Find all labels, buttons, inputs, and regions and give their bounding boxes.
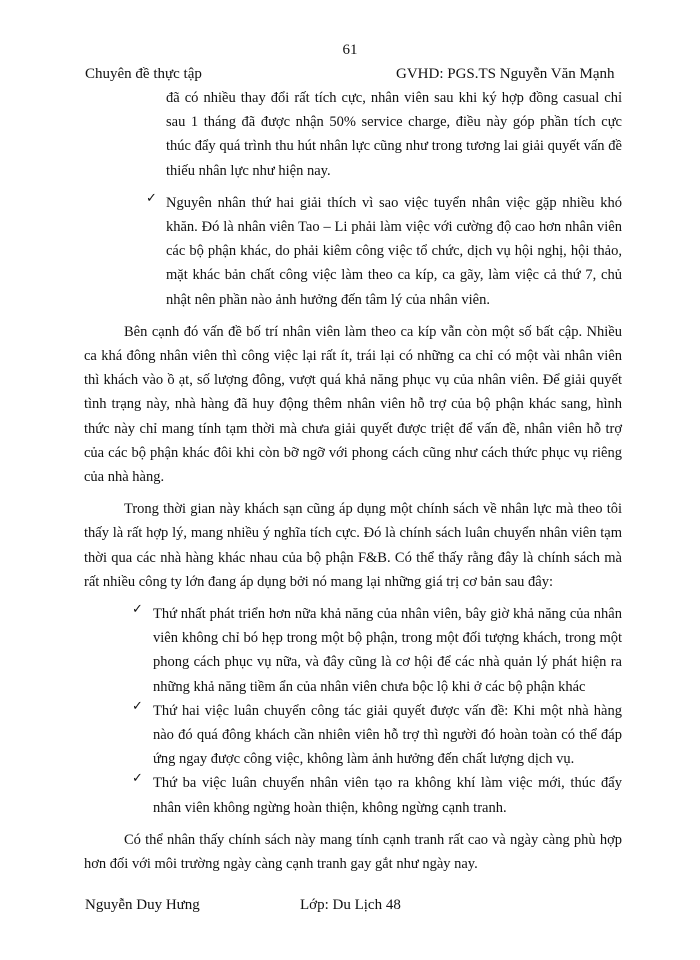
checkmark-icon: ✓ — [132, 602, 143, 618]
list-item-text: Nguyên nhân thứ hai giải thích vì sao việc tuyển nhân việc gặp nhiều khó khăn. Đó là nhân viên Tao – Li phải làm việc với cường độ cao hơn nhân viên các bộ phận khác, do phải kiêm công việc tổ chức, dịch vụ hội nghị, hội thảo, mặt khác bản chất công việc làm theo ca kíp, ca gãy, làm việc cả thứ 7, chủ nhật nên phần nào ảnh hưởng đến tâm lý của nhân viên. — [166, 194, 622, 308]
list-item — [110, 771, 622, 819]
document-body — [84, 86, 622, 876]
paragraph-rotation-policy: Trong thời gian này khách sạn cũng áp dụng một chính sách về nhân lực mà theo tôi thấy là rất hợp lý, mang nhiều ý nghĩa tích cực. Đó là chính sách luân chuyển nhân viên tạm thời qua các nhà hàng khác nhau của bộ phận F&B. Có thể thấy rằng đây là chính sách mà rất nhiều công ty lớn đang áp dụng bởi nó mang lại những giá trị cơ bản sau đây: — [84, 501, 622, 590]
checkmark-icon: ✓ — [132, 771, 143, 787]
page-number: 61 — [342, 42, 358, 58]
header-supervisor: GVHD: PGS.TS Nguyễn Văn Mạnh — [396, 66, 615, 82]
list-item — [110, 699, 622, 772]
paragraph-conclusion: Có thể nhân thấy chính sách này mang tính cạnh tranh rất cao và ngày càng phù hợp hơn đối với môi trường ngày càng cạnh tranh gay gắt như ngày nay. — [84, 831, 622, 873]
list-item-text: Thứ nhất phát triển hơn nữa khả năng của nhân viên, bây giờ khả năng của nhân viên không chỉ bó hẹp trong một bộ phận, trong một đối tượng khách, trong một phong cách phục vụ nữa, và đây cũng là cơ hội để các nhà quản lý phát hiện ra những khả năng tiềm ẩn của nhân viên chưa bộc lộ khi ở các bộ phận khác — [153, 606, 622, 695]
list-item — [110, 191, 622, 312]
checkmark-icon: ✓ — [132, 698, 143, 714]
paragraph-shift-arrangement: Bên cạnh đó vấn đề bố trí nhân viên làm theo ca kíp vẫn còn một số bất cập. Nhiều ca khá đông nhân viên thì công việc lại rất ít, trái lại có những ca chỉ có một vài nhân viên thì khách vào ồ ạt, số lượng đông, vượt quá khả năng phục vụ của nhân viên. Để giải quyết tình trạng này, nhà hàng đã huy động thêm nhân viên hỗ trợ của bộ phận khác sang, hình thức này chỉ mang tính tạm thời mà chưa giải quyết được triệt để vấn đề, nhân viên hỗ trợ của các bộ phận khác đôi khi còn bỡ ngỡ với phong cách cũng như cách thức phục vụ riêng của nhà hàng. — [84, 323, 622, 486]
checkmark-icon: ✓ — [146, 190, 157, 206]
header-document-title: Chuyên đề thực tập — [85, 66, 202, 82]
list-item-text: Thứ ba việc luân chuyển nhân viên tạo ra không khí làm việc mới, thúc đẩy nhân viên không ngừng hoàn thiện, không ngừng cạnh tranh. — [153, 775, 622, 816]
footer-class: Lớp: Du Lịch 48 — [300, 897, 401, 913]
footer-author: Nguyễn Duy Hưng — [85, 897, 200, 913]
continued-paragraph: đã có nhiều thay đổi rất tích cực, nhân viên sau khi ký hợp đồng casual chỉ sau 1 tháng đã được nhận 50% service charge, điều này góp phần tích cực thúc đẩy quá trình thu hút nhân lực cũng như trong tương lai giải quyết vấn đề thiếu nhân lực như hiện nay. — [166, 90, 622, 179]
list-item — [110, 602, 622, 699]
list-item-text: Thứ hai việc luân chuyển công tác giải quyết được vấn đề: Khi một nhà hàng nào đó quá đông khách cần nhiên viên hỗ trợ thì người đó hoàn toàn có thể đáp ứng ngay được công việc, không làm ảnh hưởng đến chất lượng dịch vụ. — [153, 702, 622, 768]
